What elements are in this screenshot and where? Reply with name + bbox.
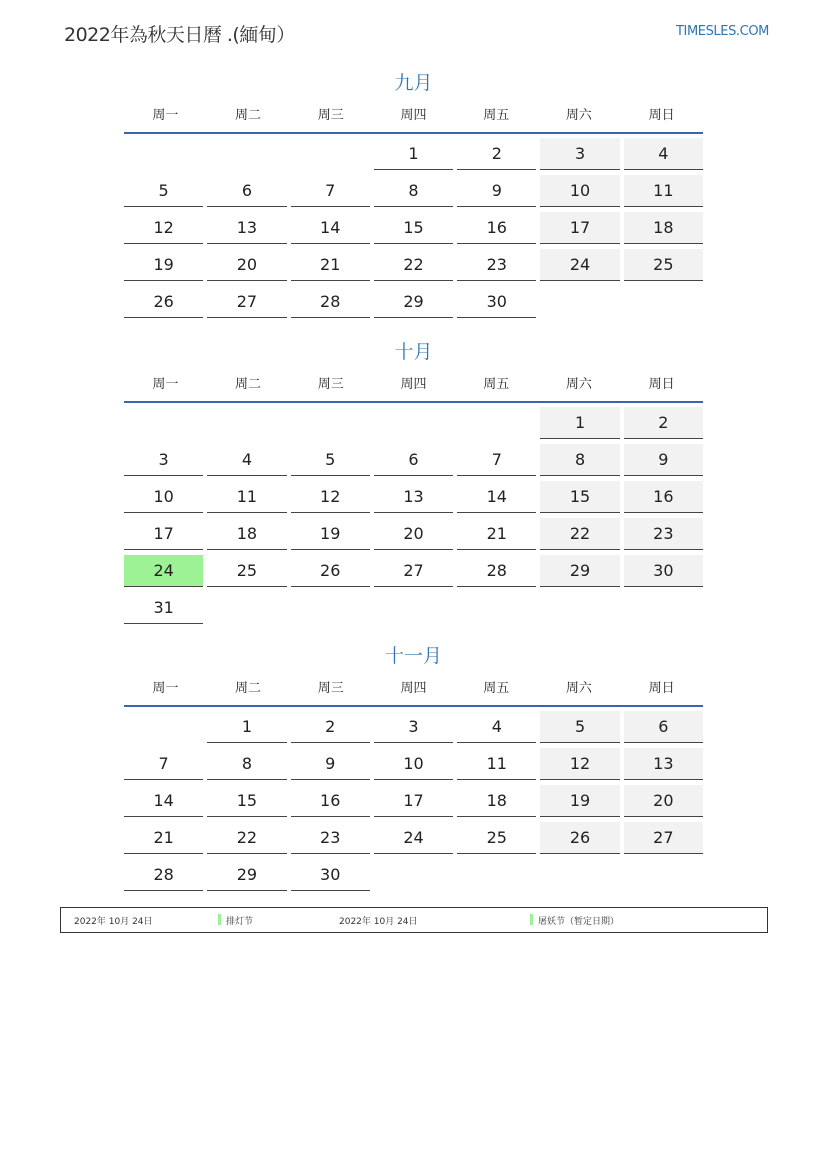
- day-cell: 10: [124, 481, 203, 513]
- day-cell: 13: [207, 212, 286, 244]
- weekday-label: 周五: [483, 377, 510, 392]
- day-cell: 20: [374, 518, 453, 550]
- day-cell: 11: [624, 175, 703, 207]
- empty-day-cell: [374, 407, 453, 438]
- weekday-label: 周日: [648, 681, 675, 696]
- empty-day-cell: [124, 138, 203, 169]
- weekday-label: 周六: [565, 108, 592, 123]
- day-cell: 28: [291, 286, 370, 318]
- day-cell: 3: [124, 444, 203, 476]
- day-cell: 10: [374, 748, 453, 780]
- day-cell: 12: [291, 481, 370, 513]
- empty-day-cell: [291, 407, 370, 438]
- day-cell: 29: [374, 286, 453, 318]
- page-title: 2022年為秋天日曆 .(緬甸）: [64, 24, 295, 46]
- day-cell: 11: [207, 481, 286, 513]
- day-cell: 15: [207, 785, 286, 817]
- weekday-label: 周日: [648, 108, 675, 123]
- day-cell: 5: [124, 175, 203, 207]
- day-cell: 22: [207, 822, 286, 854]
- day-cell: 29: [540, 555, 619, 587]
- day-cell: 14: [291, 212, 370, 244]
- day-cell: 16: [291, 785, 370, 817]
- day-cell: 3: [374, 711, 453, 743]
- day-cell: 23: [457, 249, 536, 281]
- day-cell: 19: [291, 518, 370, 550]
- day-cell: 22: [540, 518, 619, 550]
- holiday-color-mark: [218, 914, 221, 925]
- day-cell: 20: [624, 785, 703, 817]
- weekday-header: [124, 673, 703, 707]
- day-cell: 26: [124, 286, 203, 318]
- day-cell: 24: [124, 555, 203, 587]
- day-cell: 17: [374, 785, 453, 817]
- day-cell: 4: [624, 138, 703, 170]
- weekday-label: 周四: [400, 108, 427, 123]
- day-cell: 1: [374, 138, 453, 170]
- day-cell: 2: [457, 138, 536, 170]
- month-november: [124, 643, 703, 896]
- holiday-legend: [60, 907, 768, 933]
- day-cell: 2: [291, 711, 370, 743]
- day-cell: 18: [624, 212, 703, 244]
- weekday-label: 周三: [317, 377, 344, 392]
- day-cell: 10: [540, 175, 619, 207]
- day-cell: 17: [540, 212, 619, 244]
- day-cell: 27: [374, 555, 453, 587]
- month-title: 九月: [394, 72, 433, 94]
- day-cell: 3: [540, 138, 619, 170]
- day-cell: 9: [624, 444, 703, 476]
- day-cell: 28: [124, 859, 203, 891]
- day-cell: 16: [624, 481, 703, 513]
- weekday-label: 周三: [317, 681, 344, 696]
- weekday-label: 周二: [235, 681, 262, 696]
- holiday-color-mark: [530, 914, 533, 925]
- day-cell: 12: [124, 212, 203, 244]
- day-cell: 20: [207, 249, 286, 281]
- day-cell: 25: [207, 555, 286, 587]
- weekday-header: [124, 369, 703, 403]
- day-cell: 8: [207, 748, 286, 780]
- weekday-label: 周六: [565, 681, 592, 696]
- day-cell: 14: [124, 785, 203, 817]
- day-cell: 18: [457, 785, 536, 817]
- weekday-label: 周一: [152, 377, 179, 392]
- day-cell: 12: [540, 748, 619, 780]
- day-cell: 25: [457, 822, 536, 854]
- weekday-label: 周五: [483, 681, 510, 696]
- day-cell: 23: [624, 518, 703, 550]
- month-title: 十一月: [384, 645, 442, 667]
- day-cell: 8: [374, 175, 453, 207]
- day-cell: 1: [540, 407, 619, 439]
- day-cell: 7: [291, 175, 370, 207]
- day-cell: 26: [540, 822, 619, 854]
- day-cell: 13: [374, 481, 453, 513]
- day-cell: 27: [207, 286, 286, 318]
- day-cell: 21: [457, 518, 536, 550]
- day-cell: 28: [457, 555, 536, 587]
- day-cell: 7: [124, 748, 203, 780]
- day-cell: 8: [540, 444, 619, 476]
- weekday-label: 周一: [152, 108, 179, 123]
- day-cell: 23: [291, 822, 370, 854]
- day-cell: 29: [207, 859, 286, 891]
- empty-day-cell: [124, 711, 203, 742]
- empty-day-cell: [291, 138, 370, 169]
- site-link[interactable]: TIMESLES.COM: [675, 24, 769, 39]
- month-title: 十月: [394, 341, 433, 363]
- day-cell: 7: [457, 444, 536, 476]
- day-cell: 17: [124, 518, 203, 550]
- day-cell: 21: [291, 249, 370, 281]
- day-cell: 30: [624, 555, 703, 587]
- empty-day-cell: [207, 138, 286, 169]
- weekday-label: 周二: [235, 108, 262, 123]
- day-cell: 14: [457, 481, 536, 513]
- legend-event-1: 排灯节: [226, 917, 254, 927]
- day-cell: 13: [624, 748, 703, 780]
- weekday-label: 周一: [152, 681, 179, 696]
- legend-event-2: 屠妖节（暂定日期）: [538, 917, 620, 927]
- weekday-header: [124, 100, 703, 134]
- day-cell: 9: [457, 175, 536, 207]
- weekday-label: 周五: [483, 108, 510, 123]
- day-cell: 6: [207, 175, 286, 207]
- day-cell: 16: [457, 212, 536, 244]
- day-cell: 21: [124, 822, 203, 854]
- day-cell: 4: [207, 444, 286, 476]
- day-cell: 5: [540, 711, 619, 743]
- weekday-label: 周三: [317, 108, 344, 123]
- days-grid: [124, 711, 703, 896]
- day-cell: 5: [291, 444, 370, 476]
- weekday-label: 周二: [235, 377, 262, 392]
- month-october: [124, 339, 703, 629]
- day-cell: 22: [374, 249, 453, 281]
- day-cell: 24: [374, 822, 453, 854]
- day-cell: 26: [291, 555, 370, 587]
- legend-date-1: 2022年 10月 24日: [74, 917, 153, 927]
- day-cell: 30: [457, 286, 536, 318]
- day-cell: 4: [457, 711, 536, 743]
- day-cell: 9: [291, 748, 370, 780]
- day-cell: 15: [540, 481, 619, 513]
- day-cell: 1: [207, 711, 286, 743]
- weekday-label: 周四: [400, 681, 427, 696]
- empty-day-cell: [457, 407, 536, 438]
- day-cell: 19: [124, 249, 203, 281]
- day-cell: 25: [624, 249, 703, 281]
- day-cell: 27: [624, 822, 703, 854]
- weekday-label: 周四: [400, 377, 427, 392]
- weekday-label: 周日: [648, 377, 675, 392]
- day-cell: 18: [207, 518, 286, 550]
- day-cell: 6: [374, 444, 453, 476]
- days-grid: [124, 407, 703, 629]
- day-cell: 11: [457, 748, 536, 780]
- empty-day-cell: [124, 407, 203, 438]
- weekday-label: 周六: [565, 377, 592, 392]
- day-cell: 30: [291, 859, 370, 891]
- days-grid: [124, 138, 703, 323]
- day-cell: 15: [374, 212, 453, 244]
- day-cell: 6: [624, 711, 703, 743]
- month-september: [124, 70, 703, 323]
- day-cell: 31: [124, 592, 203, 624]
- day-cell: 2: [624, 407, 703, 439]
- day-cell: 19: [540, 785, 619, 817]
- legend-date-2: 2022年 10月 24日: [339, 917, 418, 927]
- day-cell: 24: [540, 249, 619, 281]
- empty-day-cell: [207, 407, 286, 438]
